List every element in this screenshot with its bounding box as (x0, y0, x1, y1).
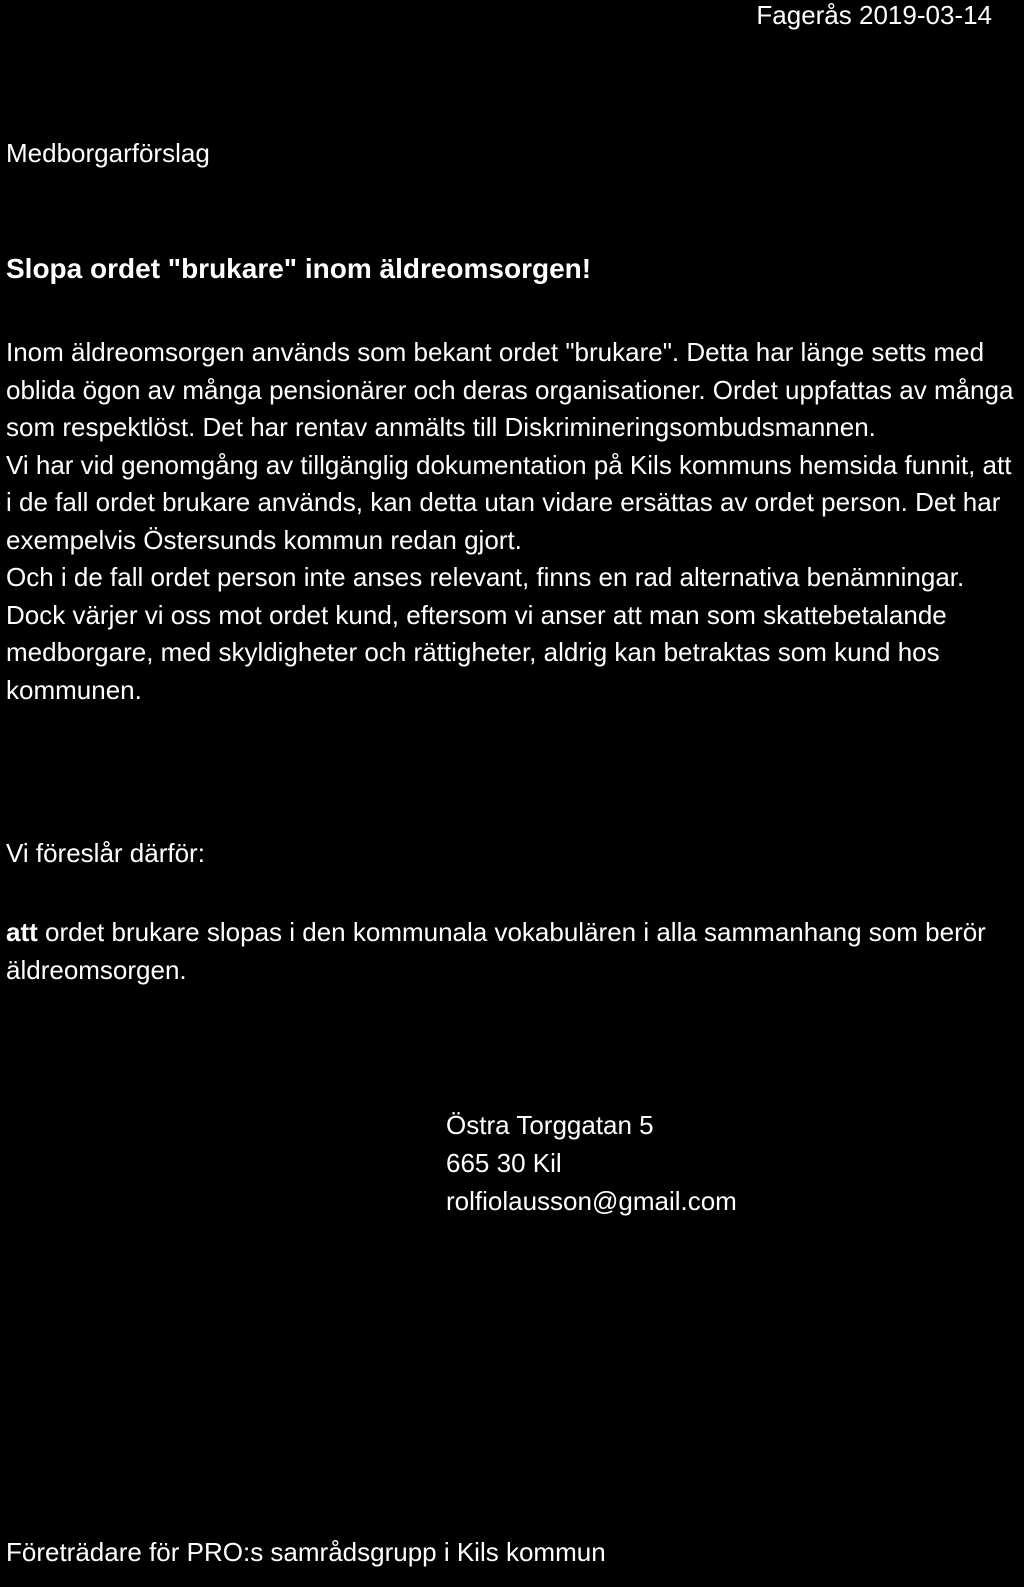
contact-street: Östra Torggatan 5 (446, 1110, 654, 1140)
proposal-lead: Vi föreslår därför: (6, 838, 205, 868)
body-paragraph: Dock värjer vi oss mot ordet kund, eftersom vi anser att man som skattebetalande medborgare, med skyldigheter och rättigheter, aldrig kan betraktas som kund hos kommunen. (6, 599, 947, 705)
date-line: Fagerås 2019-03-14 (756, 0, 992, 30)
document-title: Slopa ordet "brukare" inom äldreomsorgen! (6, 253, 592, 284)
signature-line: Företrädare för PRO:s samrådsgrupp i Kils kommun (6, 1537, 606, 1567)
body-paragraph: Och i de fall ordet person inte anses relevant, finns en rad alternativa benämningar. (6, 562, 965, 592)
contact-email: rolfiolausson@gmail.com (446, 1186, 737, 1216)
contact-postal: 665 30 Kil (446, 1148, 562, 1178)
proposal-keyword: att (6, 917, 38, 947)
proposal-statement (6, 914, 1018, 989)
proposal-text: ordet brukare slopas i den kommunala vokabulären i alla sammanhang som berör äldreomsorgen. (6, 917, 986, 985)
body-paragraph: Vi har vid genomgång av tillgänglig dokumentation på Kils kommuns hemsida funnit, att i de fall ordet brukare används, kan detta utan vidare ersättas av ordet person. Det har exempelvis Östersunds kommun redan gjort. (6, 449, 1012, 555)
contact-block (446, 1106, 737, 1220)
document-type-label: Medborgarförslag (6, 138, 210, 168)
document-body (6, 334, 1018, 709)
body-paragraph: Inom äldreomsorgen används som bekant ordet "brukare". Detta har länge setts med oblida ögon av många pensionärer och deras organisationer. Ordet uppfattas av många som respektlöst. Det har rentav anmälts till Diskrimineringsombudsmannen. (6, 337, 1014, 442)
